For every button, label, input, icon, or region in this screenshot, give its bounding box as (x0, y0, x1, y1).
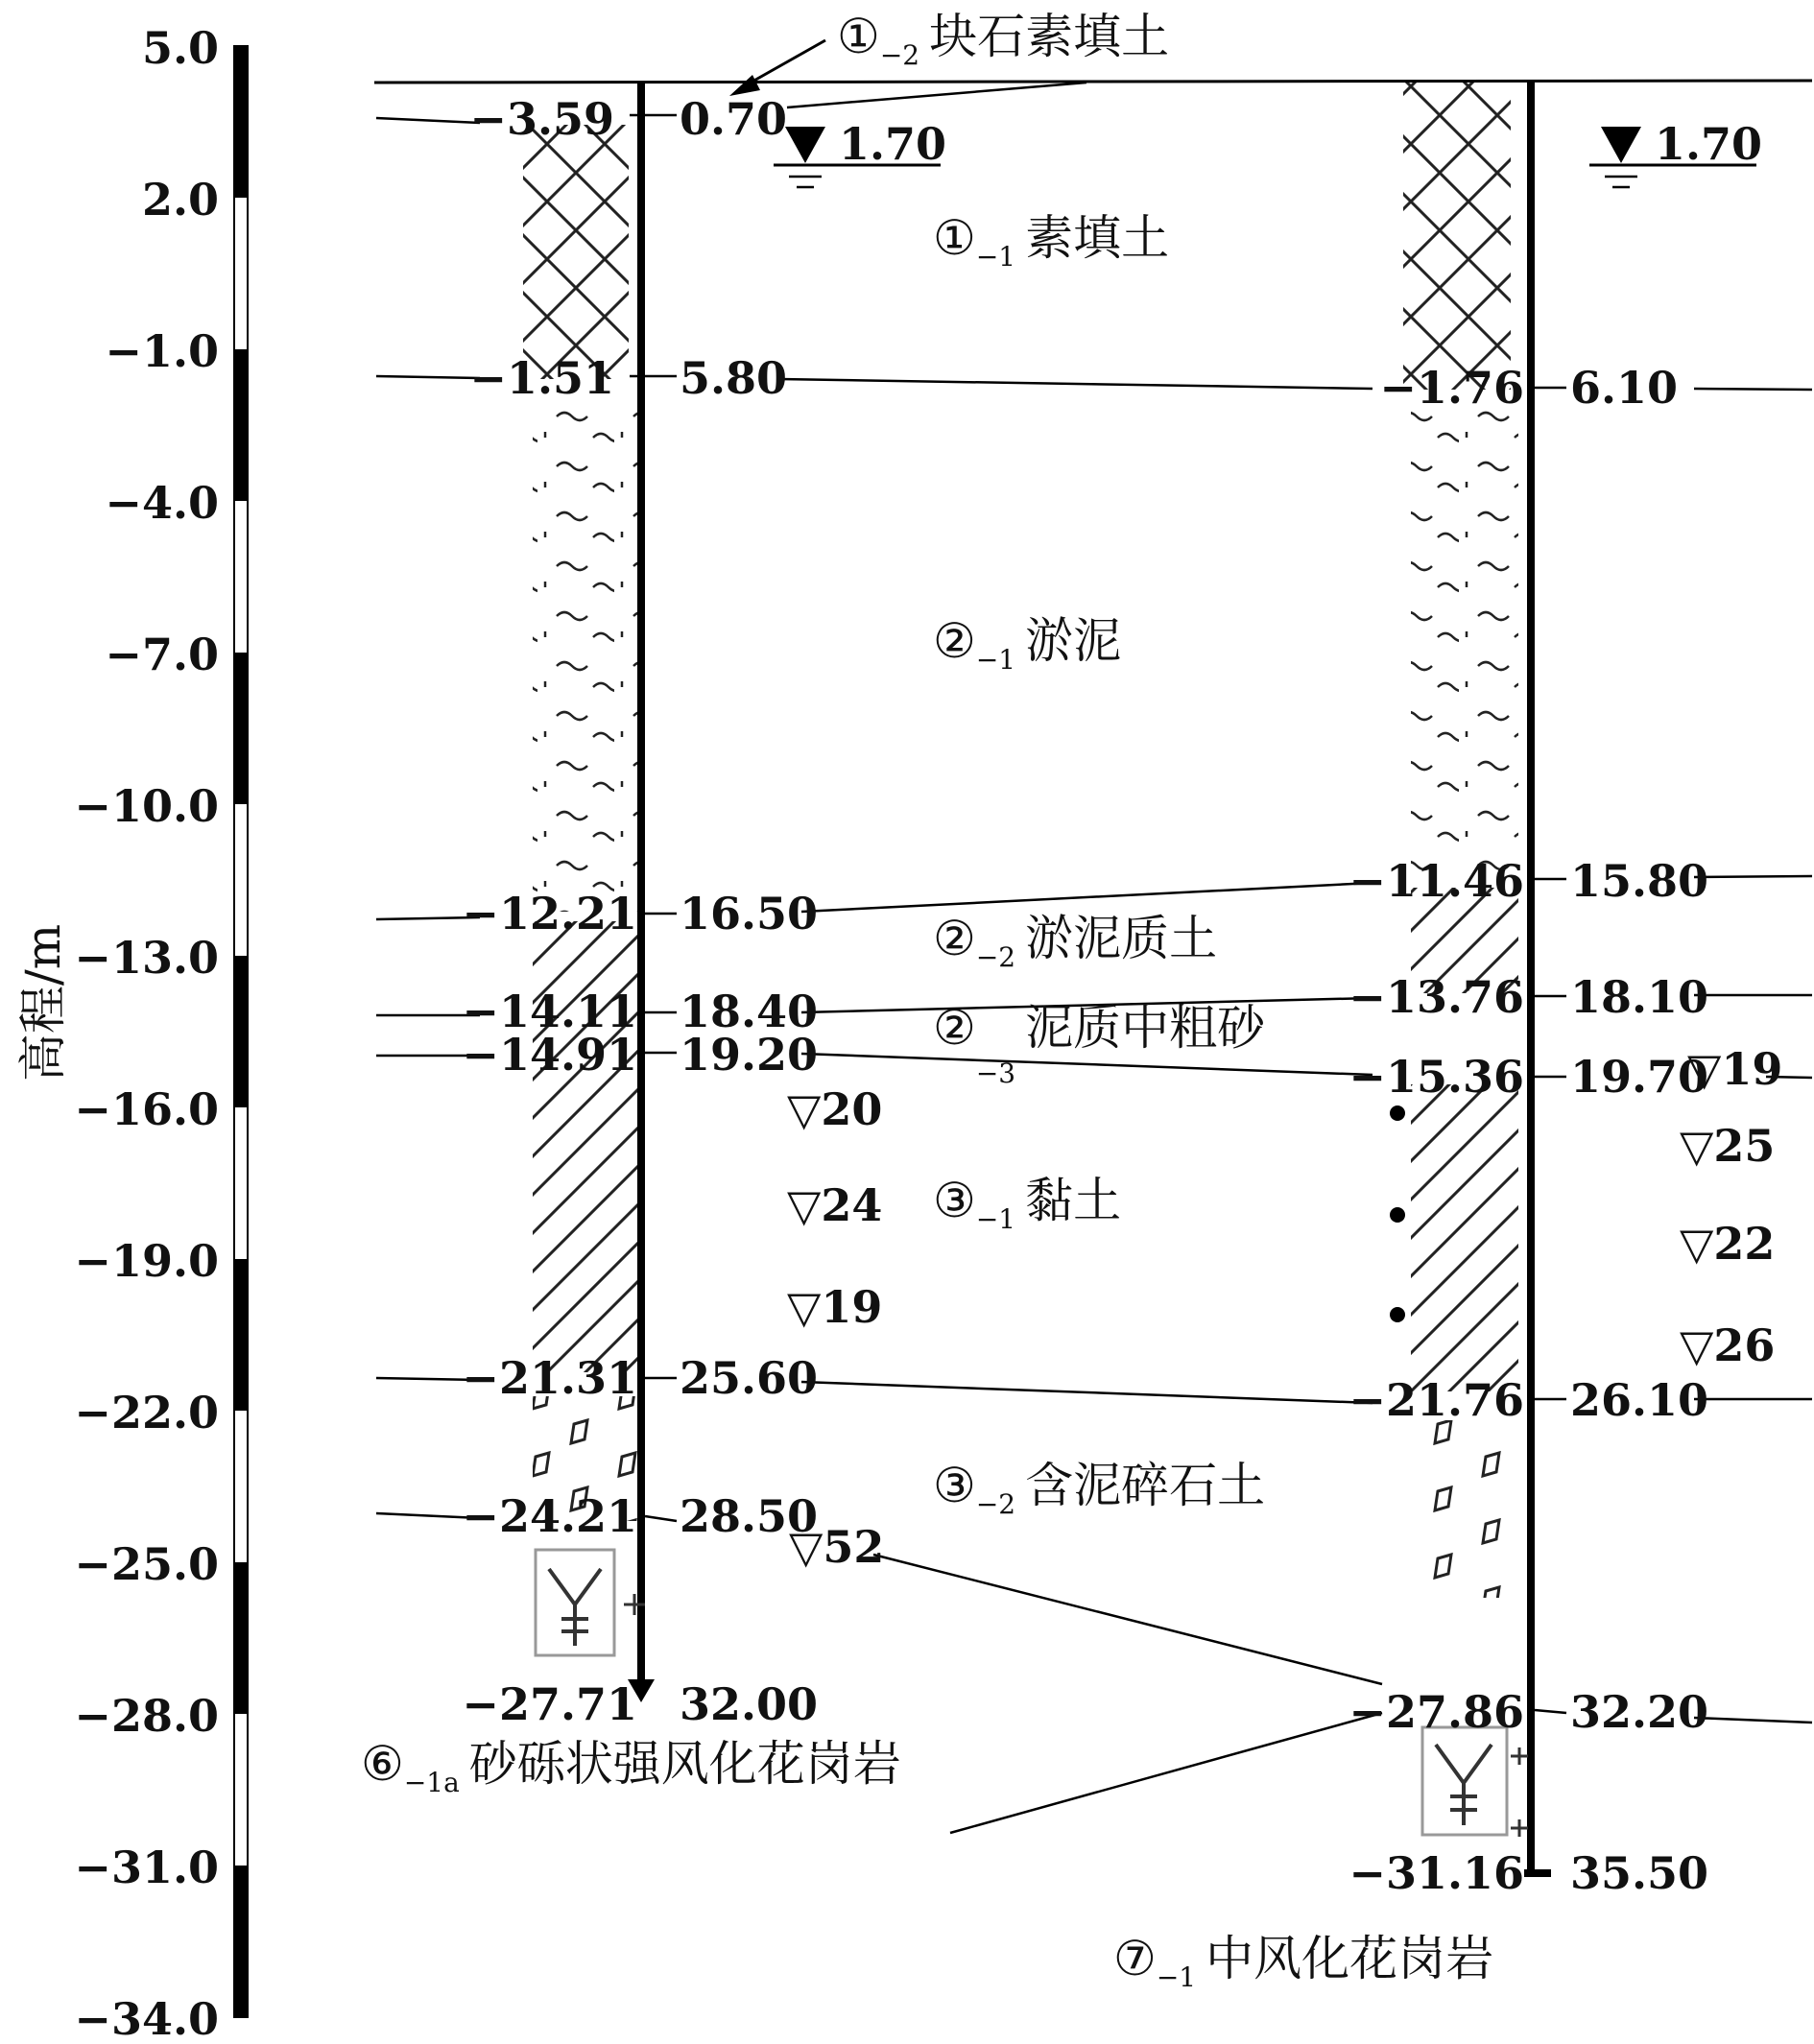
left-depth-label: 5.80 (680, 352, 788, 404)
right-elevation-label: −13.76 (1349, 971, 1524, 1023)
layer-label: $①_{-2}$ 块石素填土 (837, 9, 1170, 71)
tick-label: −4.0 (105, 477, 219, 529)
tick-label: −28.0 (74, 1690, 219, 1742)
tick-label: −13.0 (74, 932, 219, 984)
left-elevation-label: −14.11 (462, 986, 637, 1037)
right-elevation-label: −21.76 (1349, 1374, 1524, 1426)
axis-label: 高程/m (15, 923, 71, 1082)
left-depth-label: 25.60 (680, 1352, 819, 1404)
right-elevation-label: −15.36 (1349, 1051, 1524, 1103)
left-elevation-label: −24.21 (462, 1490, 637, 1542)
tick-label: −16.0 (74, 1083, 219, 1135)
tick-label: −1.0 (105, 325, 219, 377)
tick-label: −7.0 (105, 629, 219, 680)
left-water-level-value: 1.70 (839, 118, 947, 170)
tick-label: −10.0 (74, 780, 219, 832)
spt-value: ▽26 (1680, 1319, 1776, 1371)
left-depth-label: 18.40 (680, 986, 819, 1037)
right-elevation-label: −11.46 (1349, 855, 1524, 907)
spt-value: ▽52 (789, 1521, 885, 1573)
right-depth-label: 19.70 (1570, 1051, 1709, 1103)
right-water-level-value: 1.70 (1655, 118, 1763, 170)
tick-label: −31.0 (74, 1842, 219, 1893)
left-depth-label: 32.00 (680, 1678, 819, 1730)
tick-label: 2.0 (141, 174, 219, 226)
layer-label: $①_{-1}$ 素填土 (933, 210, 1170, 273)
elevation-scale (234, 46, 248, 2017)
right-depth-label: 32.20 (1570, 1686, 1709, 1738)
right-elevation-label: −31.16 (1349, 1847, 1524, 1899)
spt-value: ▽22 (1680, 1218, 1776, 1270)
tick-label: −22.0 (74, 1387, 219, 1438)
left-depth-label: 0.70 (680, 93, 788, 145)
left-depth-label: 19.20 (680, 1029, 819, 1081)
tick-label: −19.0 (74, 1235, 219, 1287)
layer-label: $②_{-1}$ 淤泥 (933, 613, 1122, 676)
tick-label: −25.0 (74, 1538, 219, 1590)
left-depth-label: 16.50 (680, 888, 819, 939)
right-depth-label: 26.10 (1570, 1374, 1709, 1426)
left-depth-label: 28.50 (680, 1490, 819, 1542)
right-depth-label: 15.80 (1570, 855, 1709, 907)
layer-label: $③_{-1}$ 黏土 (933, 1173, 1122, 1235)
layer-label: $⑦_{-1}$ 中风化花岗岩 (1113, 1931, 1494, 1993)
left-elevation-label: −21.31 (462, 1352, 637, 1404)
left-elevation-label: −3.59 (469, 93, 614, 145)
left-depths (630, 93, 818, 1730)
right-elevation-label: −1.76 (1379, 362, 1524, 414)
right-depth-label: 35.50 (1570, 1847, 1709, 1899)
leader-arrow (729, 40, 825, 96)
spt-value: ▽25 (1680, 1120, 1776, 1172)
layer-label: $②_{-2}$ 淤泥质土 (933, 911, 1218, 973)
tick-label: −34.0 (74, 1993, 219, 2044)
left-elevation-label: −12.21 (462, 888, 637, 939)
right-elevation-label: −27.86 (1349, 1686, 1524, 1738)
ground-surface-line (374, 81, 1812, 83)
left-elevation-label: −14.91 (462, 1029, 637, 1081)
layer-label: $②_{-3}$泥质中粗砂 (933, 1000, 1266, 1089)
tick-label: 5.0 (141, 22, 219, 74)
spt-value: ▽24 (787, 1179, 883, 1231)
right-spt-values (1680, 1043, 1782, 1371)
left-elevation-label: −27.71 (462, 1678, 637, 1730)
spt-value: ▽19 (1687, 1043, 1783, 1095)
layer-label: $⑥_{-1a}$ 砂砾状强风化花岗岩 (361, 1736, 901, 1798)
spt-value: ▽19 (787, 1281, 883, 1333)
axis-ticks (74, 22, 219, 2044)
right-depth-label: 18.10 (1570, 971, 1709, 1023)
layer-label: $③_{-2}$ 含泥碎石土 (933, 1458, 1266, 1520)
spt-value: ▽20 (787, 1083, 883, 1135)
right-depth-label: 6.10 (1570, 362, 1679, 414)
left-granite-symbol (536, 1550, 645, 1655)
left-elevation-label: −1.51 (469, 352, 614, 404)
right-granite-symbol (1422, 1727, 1528, 1837)
